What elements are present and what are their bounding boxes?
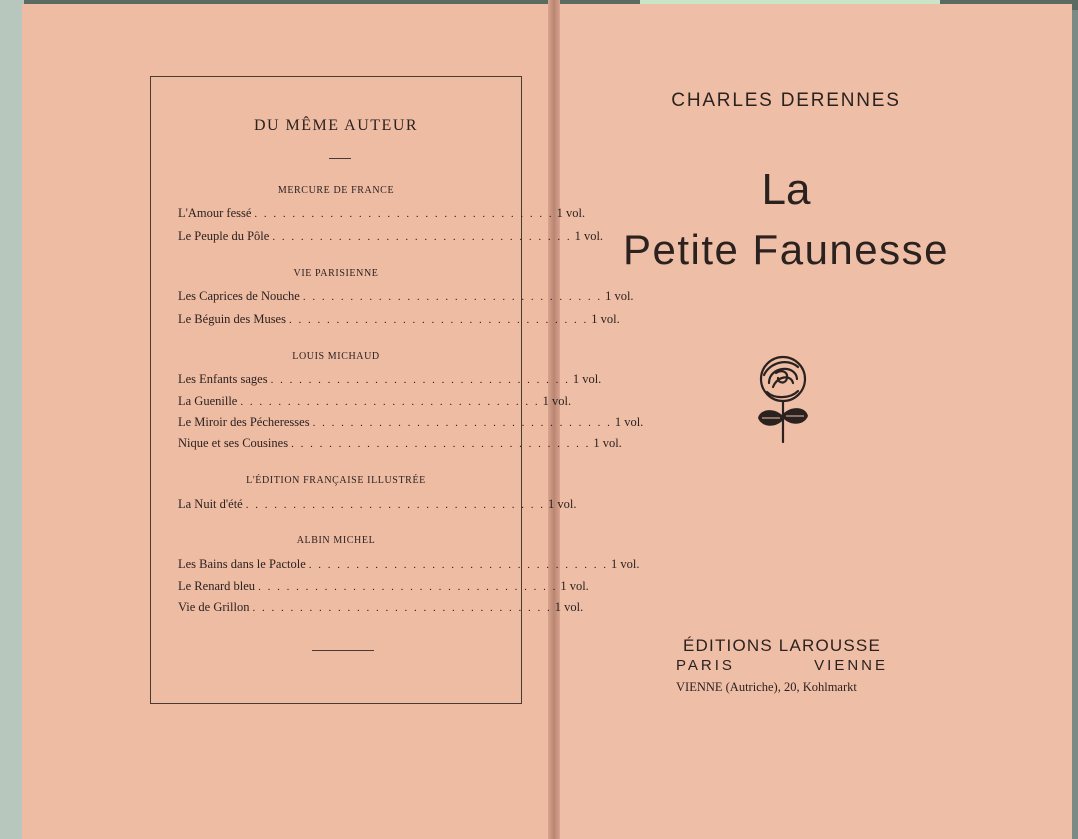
rose-icon: [750, 352, 816, 446]
bibliography-entry: [178, 557, 640, 573]
entry-title: Nique et ses Cousines: [178, 436, 289, 450]
bibliography-entry: [178, 600, 584, 616]
publisher-heading: MERCURE DE FRANCE: [277, 185, 395, 196]
publisher-heading: L'ÉDITION FRANÇAISE ILLUSTRÉE: [246, 475, 426, 486]
dot-leader: . . . . . . . . . . . . . . . . . . . . . . . . . . . . . . . .: [291, 438, 591, 450]
bibliography-entry: [178, 372, 602, 388]
entry-volume: 1 vol.: [547, 497, 577, 511]
entry-volume: 1 vol.: [614, 415, 644, 429]
publisher-heading: LOUIS MICHAUD: [292, 351, 380, 362]
entry-title: Le Peuple du Pôle: [178, 229, 270, 243]
dot-leader: . . . . . . . . . . . . . . . . . . . . . . . . . . . . . . . .: [302, 291, 603, 303]
bibliography-entry: [178, 394, 572, 410]
entry-title: La Nuit d'été: [178, 497, 243, 511]
entry-title: Les Caprices de Nouche: [178, 289, 300, 303]
publisher-heading: VIE PARISIENNE: [293, 268, 379, 279]
book-title-line-1: La: [761, 165, 811, 214]
entry-title: Vie de Grillon: [178, 600, 250, 614]
entry-volume: 1 vol.: [591, 312, 620, 326]
entry-title: Le Renard bleu: [178, 579, 256, 593]
entry-volume: 1 vol.: [593, 436, 622, 450]
bibliography-entry: [178, 312, 620, 328]
entry-title: Les Bains dans le Pactole: [178, 557, 306, 571]
imprint-address: VIENNE (Autriche), 20, Kohlmarkt: [676, 680, 857, 694]
dot-leader: . . . . . . . . . . . . . . . . . . . . . . . . . . . . . . . .: [254, 208, 554, 220]
background-left: [0, 0, 24, 839]
dot-leader: . . . . . . . . . . . . . . . . . . . . . . . . . . . . . . . .: [270, 374, 570, 386]
author-name: CHARLES DERENNES: [671, 90, 901, 111]
entry-volume: 1 vol.: [556, 206, 586, 220]
city-vienne: VIENNE: [814, 657, 888, 674]
entry-volume: 1 vol.: [605, 289, 634, 303]
entry-title: Le Miroir des Pécheresses: [178, 415, 310, 429]
entry-title: Les Enfants sages: [178, 372, 268, 386]
publisher-heading: ALBIN MICHEL: [296, 535, 376, 546]
entry-title: Le Béguin des Muses: [178, 312, 286, 326]
dot-leader: . . . . . . . . . . . . . . . . . . . . . . . . . . . . . . . .: [252, 602, 552, 614]
dot-leader: . . . . . . . . . . . . . . . . . . . . . . . . . . . . . . . .: [240, 396, 540, 408]
bibliography-entry: [178, 229, 604, 245]
entry-title: L'Amour fessé: [178, 206, 252, 220]
dot-leader: . . . . . . . . . . . . . . . . . . . . . . . . . . . . . . . .: [272, 231, 572, 243]
bibliography-heading: DU MÊME AUTEUR: [253, 117, 419, 134]
entry-volume: 1 vol.: [542, 394, 572, 408]
heading-rule: [329, 158, 351, 159]
entry-volume: 1 vol.: [572, 372, 602, 386]
bibliography-entry: [178, 497, 577, 513]
book-title-line-2: Petite Faunesse: [622, 226, 949, 273]
closing-rule: [312, 650, 374, 651]
dot-leader: . . . . . . . . . . . . . . . . . . . . . . . . . . . . . . . .: [245, 499, 545, 511]
dot-leader: . . . . . . . . . . . . . . . . . . . . . . . . . . . . . . . .: [308, 559, 608, 571]
bibliography-entry: [178, 579, 589, 595]
entry-volume: 1 vol.: [554, 600, 584, 614]
dot-leader: . . . . . . . . . . . . . . . . . . . . . . . . . . . . . . . .: [312, 417, 612, 429]
imprint-cities: [676, 657, 888, 674]
dot-leader: . . . . . . . . . . . . . . . . . . . . . . . . . . . . . . . .: [288, 314, 589, 326]
entry-title: La Guenille: [178, 394, 238, 408]
city-paris: PARIS: [676, 657, 735, 674]
bibliography-entry: [178, 415, 644, 431]
entry-volume: 1 vol.: [611, 557, 640, 571]
bibliography-entry: [178, 436, 622, 452]
entry-volume: 1 vol.: [574, 229, 604, 243]
entry-volume: 1 vol.: [560, 579, 589, 593]
bibliography-entry: [178, 206, 586, 222]
imprint-publisher: ÉDITIONS LAROUSSE: [683, 636, 881, 655]
dot-leader: . . . . . . . . . . . . . . . . . . . . . . . . . . . . . . . .: [258, 581, 558, 593]
bibliography-entry: [178, 289, 634, 305]
